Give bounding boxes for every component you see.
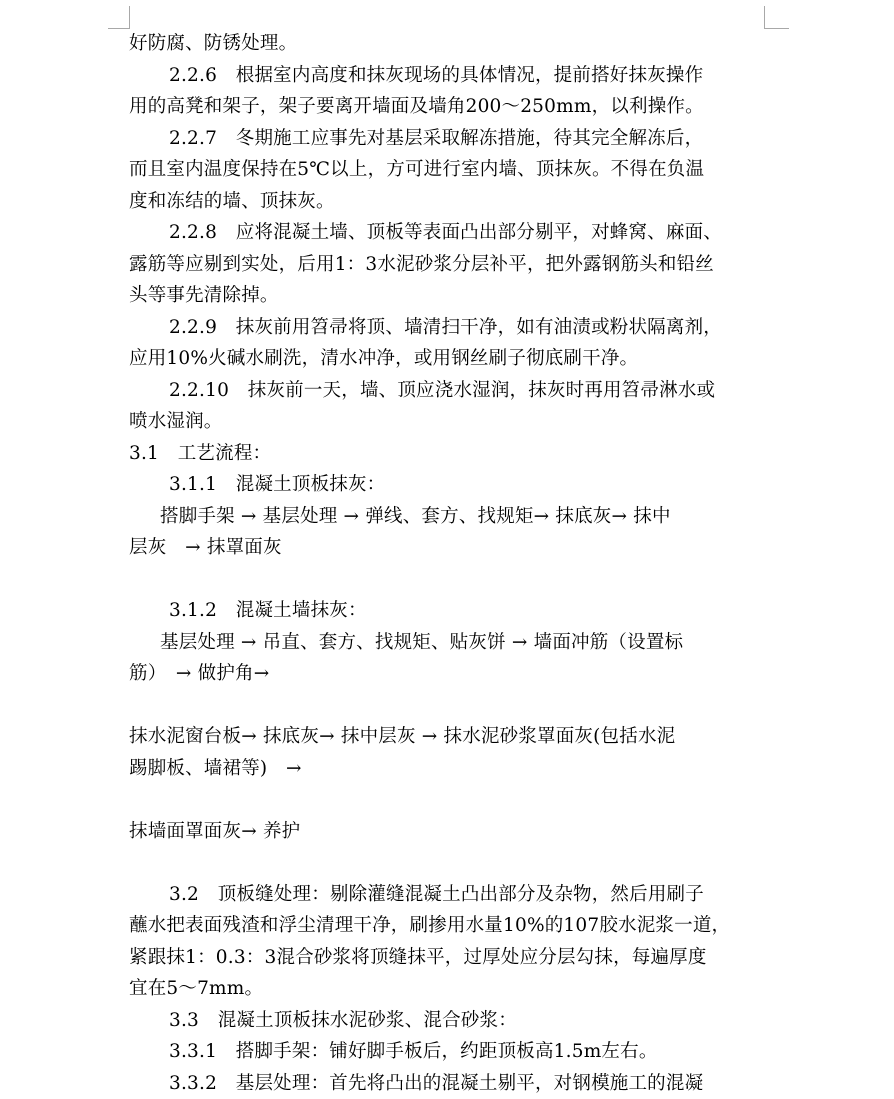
text-line: 露筋等应剔到实处，后用1：3水泥砂浆分层补平，把外露钢筋头和铅丝 (129, 249, 769, 281)
section-heading-3-1-1: 3.1.1 混凝土顶板抹灰： (129, 469, 769, 501)
text-line: 宜在5～7mm。 (129, 973, 769, 1005)
process-flow-line: 抹墙面罩面灰→ 养护 (129, 816, 769, 848)
section-2-2-9: 2.2.9 抹灰前用笤帚将顶、墙清扫干净，如有油渍或粉状隔离剂， (129, 312, 769, 344)
text-line: 紧跟抹1：0.3：3混合砂浆将顶缝抹平，过厚处应分层勾抹，每遍厚度 (129, 942, 769, 974)
blank-line (129, 690, 769, 722)
document-body (129, 28, 769, 1099)
section-2-2-10: 2.2.10 抹灰前一天，墙、顶应浇水湿润，抹灰时再用笤帚淋水或 (129, 375, 769, 407)
section-3-2: 3.2 顶板缝处理：剔除灌缝混凝土凸出部分及杂物，然后用刷子 (129, 879, 769, 911)
text-line: 而且室内温度保持在5℃以上，方可进行室内墙、顶抹灰。不得在负温 (129, 154, 769, 186)
top-left-margin-mark (108, 6, 130, 29)
text-line: 度和冻结的墙、顶抹灰。 (129, 186, 769, 218)
blank-line (129, 564, 769, 596)
process-flow-line: 抹水泥窗台板→ 抹底灰→ 抹中层灰 → 抹水泥砂浆罩面灰(包括水泥 (129, 721, 769, 753)
blank-line (129, 784, 769, 816)
section-heading-3-3: 3.3 混凝土顶板抹水泥砂浆、混合砂浆： (129, 1005, 769, 1037)
section-3-3-2: 3.3.2 基层处理：首先将凸出的混凝土剔平，对钢模施工的混凝 (129, 1068, 769, 1099)
blank-line (129, 847, 769, 879)
process-flow-line: 层灰 → 抹罩面灰 (129, 532, 769, 564)
text-line: 应用10%火碱水刷洗，清水冲净，或用钢丝刷子彻底刷干净。 (129, 343, 769, 375)
text-line: 好防腐、防锈处理。 (129, 28, 769, 60)
process-flow-line: 搭脚手架 → 基层处理 → 弹线、套方、找规矩→ 抹底灰→ 抹中 (129, 501, 769, 533)
text-line: 头等事先清除掉。 (129, 280, 769, 312)
section-2-2-8: 2.2.8 应将混凝土墙、顶板等表面凸出部分剔平，对蜂窝、麻面、 (129, 217, 769, 249)
section-2-2-6: 2.2.6 根据室内高度和抹灰现场的具体情况，提前搭好抹灰操作 (129, 60, 769, 92)
section-2-2-7: 2.2.7 冬期施工应事先对基层采取解冻措施，待其完全解冻后， (129, 123, 769, 155)
process-flow-line: 踢脚板、墙裙等) → (129, 753, 769, 785)
section-heading-3-1: 3.1 工艺流程： (129, 438, 769, 470)
text-line: 蘸水把表面残渣和浮尘清理干净，刷掺用水量10%的107胶水泥浆一道， (129, 910, 769, 942)
section-heading-3-1-2: 3.1.2 混凝土墙抹灰： (129, 595, 769, 627)
process-flow-line: 基层处理 → 吊直、套方、找规矩、贴灰饼 → 墙面冲筋（设置标 (129, 627, 769, 659)
section-3-3-1: 3.3.1 搭脚手架：铺好脚手板后，约距顶板高1.5m左右。 (129, 1036, 769, 1068)
text-line: 喷水湿润。 (129, 406, 769, 438)
top-right-margin-mark (764, 6, 789, 29)
text-line: 用的高凳和架子，架子要离开墙面及墙角200～250mm，以利操作。 (129, 91, 769, 123)
process-flow-line: 筋） → 做护角→ (129, 658, 769, 690)
